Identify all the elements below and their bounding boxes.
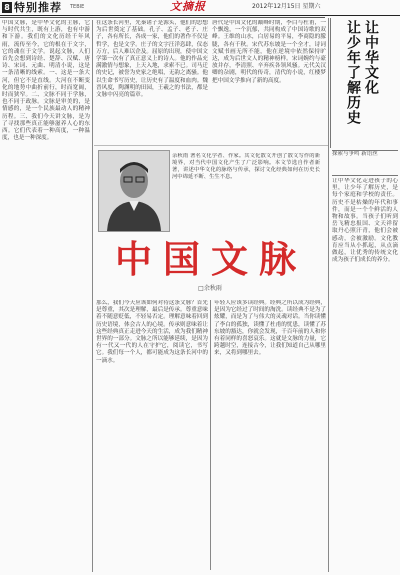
header-rule xyxy=(0,15,400,16)
feature-headline: 中国文脉 xyxy=(115,238,307,281)
column-divider xyxy=(328,18,329,572)
section-subtitle: TEBIE xyxy=(70,4,85,10)
masthead: 文摘报 xyxy=(170,0,206,13)
dateline: 2012年12月15日 星期六 xyxy=(252,3,321,10)
article-column-5: 年轻人应该多读经典。经典之所以成为经典，是因为它经过了时间的淘洗。读经典不是为了炫耀，而是为了与伟大的灵魂对话。当你读懂了李白的孤独，读懂了杜甫的忧患，读懂了苏东坡的豁达，你就会发现，千百年前的人和你有着同样的喜怒哀乐。这就是文脉的力量，它跨越时空，连接古今，让我们知道自己从哪里来，又将到哪里去。 xyxy=(214,300,326,357)
page-number-badge: 8 xyxy=(2,2,12,13)
right-title-line-2: 让少年了解历史 xyxy=(345,20,361,125)
page-header xyxy=(0,0,400,16)
byline: □余秋雨 xyxy=(198,285,222,292)
right-section-label: 探索与争鸣 新语丝 xyxy=(332,150,398,176)
portrait-image xyxy=(99,151,169,231)
article-column-1: 中国文脉，是中华文化的主脉，它与时代共生，既有上游，也有中游和下游。我们的文化历经千年风雨，流传至今，它的根在于文字，它的魂在于文学。说起文脉，人们首先会想到诗经、楚辞、汉赋、唐诗、宋词、元曲、明清小说，这是一条清晰的线索。一、这是一条大河，但它不是直线。大河在不断变化的地势中曲折前行，时而宽阔，时而狭窄。二、文脉不同于学脉，也不同于政脉。文脉是审美的，是情感的，是一个民族最动人的精神历程。三、我们今天讲文脉，是为了寻找那些真正能够滋养人心的东西。它们代表着一种高度，一种温度，也是一种深度。 xyxy=(2,20,90,142)
column-divider xyxy=(210,300,211,570)
article-column-3: 唐代是中国文化的巅峰时期，李白与杜甫，一个飘逸，一个沉郁，共同构成了中国诗歌的双峰。王维的山水，白居易的平易，李商隐的朦胧，各有千秋。宋代苏东坡是一个全才，诗词文赋书画无所不能，他在逆境中依然保持旷达，成为后世文人的精神榜样。宋词婉约与豪放并存，李清照、辛弃疾各领风骚。元代关汉卿的杂剧，明代的传奇，清代的小说，红楼梦把中国文学推向了新的高度。 xyxy=(212,20,326,84)
author-caption: 余秋雨 著名文化学者、作家。其文化散文开创了散文写作的新境界，对当代中国文化产生了广泛影响。本文节选自作者新著，讲述中华文化的脉络与传承，探讨文化经典如何在历史长河中绵延不断、生生不息。 xyxy=(172,153,320,180)
article-column-4: 那么，我们今天应该如何对待这条文脉？首先是尊重，其次是理解，最后是传承。尊重意味着不随意贬低，不轻易否定。理解意味着回到历史语境，体会古人的心境。传承则意味着让这些经典真正走进今天的生活，成为我们精神世界的一部分。文脉之所以能够延续，是因为有一代又一代的人在守护它，阅读它，书写它。我们每一个人，都可能成为这条长河中的一滴水。 xyxy=(96,300,208,364)
column-divider xyxy=(92,20,93,572)
author-portrait xyxy=(98,150,170,232)
article-column-2: 在这条长河里，先秦诸子是源头，他们的思想为后世奠定了基础。孔子、孟子、老子、庄子，各有所长，各成一家，他们的著作不仅是哲学，也是文学。庄子的文字汪洋恣肆，仪态万方，后人难以企及。屈原的出现，使中国文学第一次有了真正意义上的诗人。他的作品充满激情与想象，上天入地，求索不已。司马迁的史记，被誉为史家之绝唱，无韵之离骚。他以生命书写历史，让历史有了温度和血肉。魏晋风度，陶渊明的田园，王羲之的书法，都是文脉中闪亮的篇章。 xyxy=(96,20,208,99)
header-rule-thin xyxy=(0,17,325,18)
section-title: 特别推荐 xyxy=(14,1,62,14)
right-title-line-1: 让中华文化 xyxy=(363,20,379,95)
article-column-6: 让中华文化走进孩子的心里，让少年了解历史，是每个家庭和学校的责任。历史不是枯燥的年代和事件，而是一个个鲜活的人物和故事。当孩子们听到岳飞精忠报国、文天祥留取丹心照汗青，他们会被感动，会被激励。文化教育应当从小抓起，从点滴做起，让优秀的传统文化成为孩子们成长的养分。 xyxy=(332,178,398,264)
